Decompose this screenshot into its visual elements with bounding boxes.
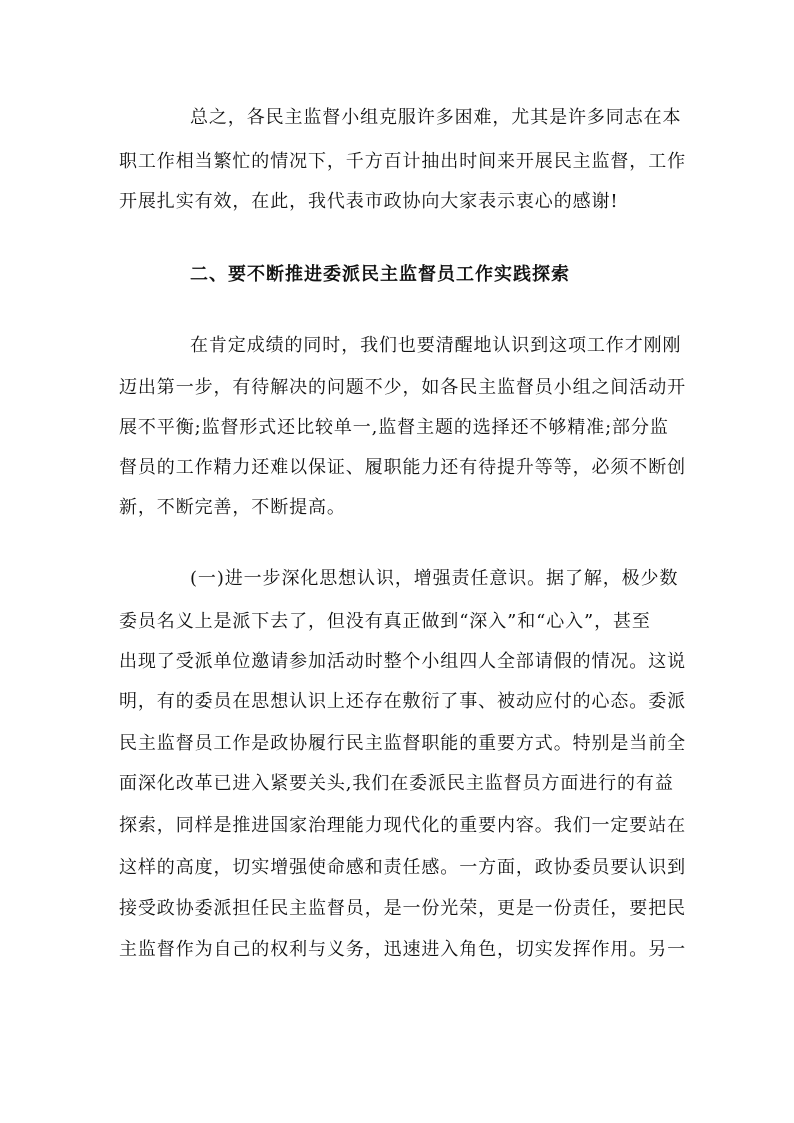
para3-line-6: 面深化改革已进入紧要关头,我们在委派民主监督员方面进行的有益 [119, 773, 674, 794]
para3-line-10: 主监督作为自己的权利与义务，迅速进入角色，切实发挥作用。另一 [119, 939, 686, 960]
para3-line-7: 探索，同样是推进国家治理能力现代化的重要内容。我们一定要站在 [119, 815, 686, 836]
para1-line-2: 职工作相当繁忙的情况下，千方百计抽出时间来开展民主监督，工作 [119, 151, 686, 172]
para3-line-8: 这样的高度，切实增强使命感和责任感。一方面，政协委员要认识到 [119, 857, 686, 878]
para3-line-5: 民主监督员工作是政协履行民主监督职能的重要方式。特别是当前全 [119, 733, 686, 754]
para3-line-1: (一)进一步深化思想认识，增强责任意识。据了解，极少数 [190, 568, 679, 589]
para1-line-1: 总之，各民主监督小组克服许多困难，尤其是许多同志在本 [190, 107, 682, 128]
para2-line-4: 督员的工作精力还难以保证、履职能力还有待提升等等，必须不断创 [119, 457, 686, 478]
para2-line-3: 展不平衡;监督形式还比较单一,监督主题的选择还不够精准;部分监 [119, 417, 669, 438]
para3-line-9: 接受政协委派担任民主监督员，是一份光荣，更是一份责任，要把民 [119, 898, 686, 919]
para2-line-5: 新，不断完善，不断提高。 [119, 497, 346, 518]
para3-line-4: 明，有的委员在思想认识上还存在敷衍了事、被动应付的心态。委派 [119, 691, 686, 712]
section-heading: 二、要不断推进委派民主监督员工作实践探索 [190, 264, 570, 285]
para1-line-3: 开展扎实有效，在此，我代表市政协向大家表示衷心的感谢! [119, 191, 619, 212]
para2-line-2: 迈出第一步，有待解决的问题不少，如各民主监督员小组之间活动开 [119, 377, 686, 398]
para3-line-3: 出现了受派单位邀请参加活动时整个小组四人全部请假的情况。这说 [119, 651, 686, 672]
para2-line-1: 在肯定成绩的同时，我们也要清醒地认识到这项工作才刚刚 [190, 335, 682, 356]
para3-line-2: 委员名义上是派下去了，但没有真正做到“深入”和“心入”，甚至 [119, 611, 651, 632]
